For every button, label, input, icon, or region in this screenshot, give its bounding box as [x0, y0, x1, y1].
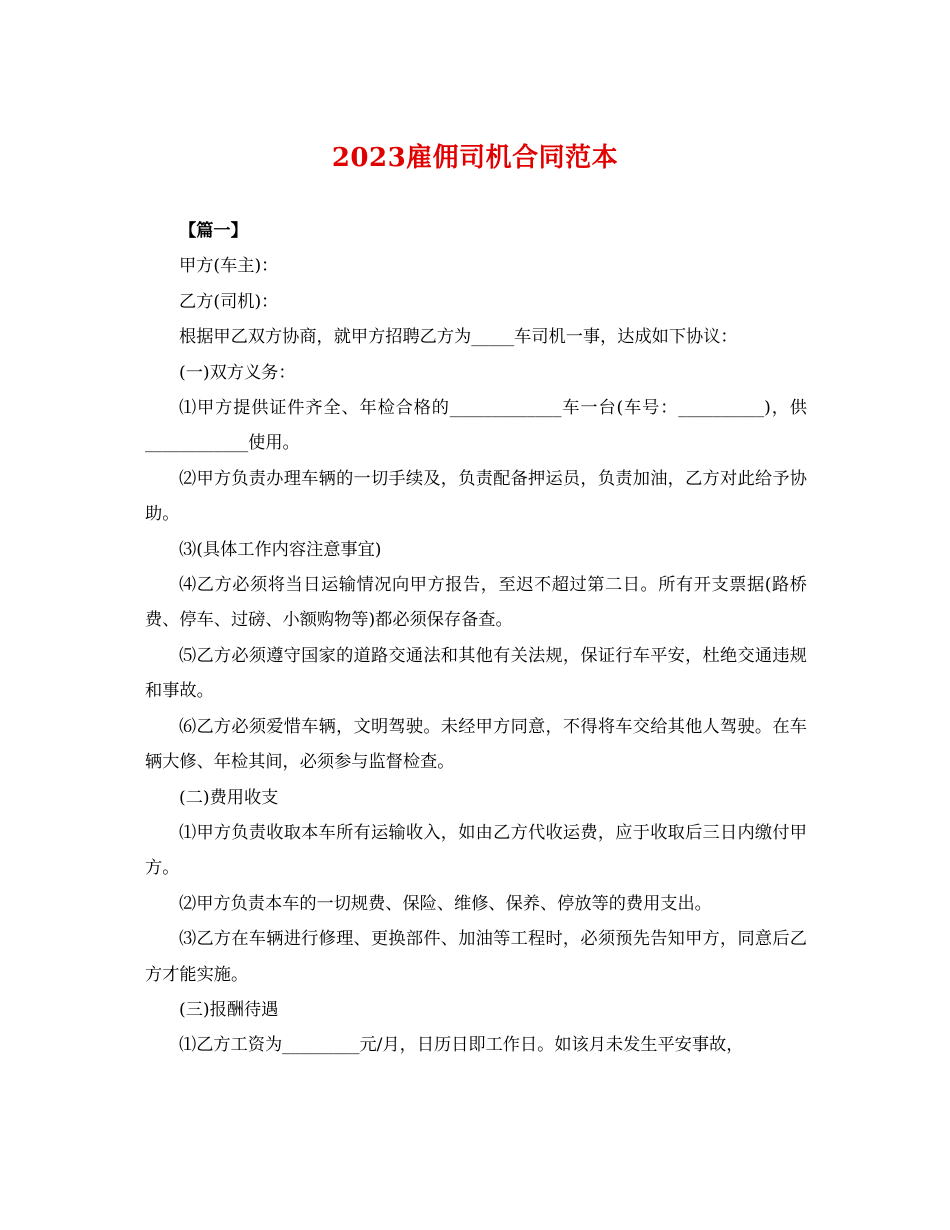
clause-1-2: ⑵甲方负责办理车辆的一切手续及，负责配备押运员，负责加油，乙方对此给予协助。 [145, 468, 807, 525]
intro-paragraph: 根据甲乙双方协商，就甲方招聘乙方为_____车司机一事，达成如下协议： [179, 327, 738, 348]
clause-1-6: ⑹乙方必须爱惜车辆，文明驾驶。未经甲方同意，不得将车交给其他人驾驶。在车辆大修、年检其间，必须参与监督检查。 [145, 716, 807, 773]
clause-2-3: ⑶乙方在车辆进行修理、更换部件、加油等工程时，必须预先告知甲方，同意后乙方才能实施。 [145, 929, 807, 985]
heading-compensation: (三)报酬待遇 [179, 999, 279, 1020]
document-title: 2023雇佣司机合同范本 [331, 143, 619, 173]
clause-2-2: ⑵甲方负责本车的一切规费、保险、维修、保养、停放等的费用支出。 [179, 893, 712, 914]
clause-1-5: ⑸乙方必须遵守国家的道路交通法和其他有关法规，保证行车平安，杜绝交通违规和事故。 [145, 645, 807, 702]
clause-1-4: ⑷乙方必须将当日运输情况向甲方报告，至迟不超过第二日。所有开支票据(路桥费、停车、过磅、小额购物等)都必须保存备查。 [145, 575, 807, 631]
section-label: 【篇一】 [179, 221, 248, 241]
clause-1-3: ⑶(具体工作内容注意事宜) [179, 539, 382, 560]
clause-2-1: ⑴甲方负责收取本车所有运输收入，如由乙方代收运费，应于收取后三日内缴付甲方。 [145, 822, 807, 879]
clause-1-1: ⑴甲方提供证件齐全、年检合格的_____________车一台(车号：__________)，供____________使用。 [145, 398, 807, 454]
clause-3-1: ⑴乙方工资为_________元/月，日历日即工作日。如该月未发生平安事故， [179, 1035, 744, 1056]
heading-obligations: (一)双方义务： [179, 362, 296, 383]
heading-expenses: (二)费用收支 [179, 787, 279, 808]
party-a-line: 甲方(车主)： [179, 256, 279, 277]
document-body [145, 214, 807, 1064]
party-b-line: 乙方(司机)： [179, 291, 279, 312]
